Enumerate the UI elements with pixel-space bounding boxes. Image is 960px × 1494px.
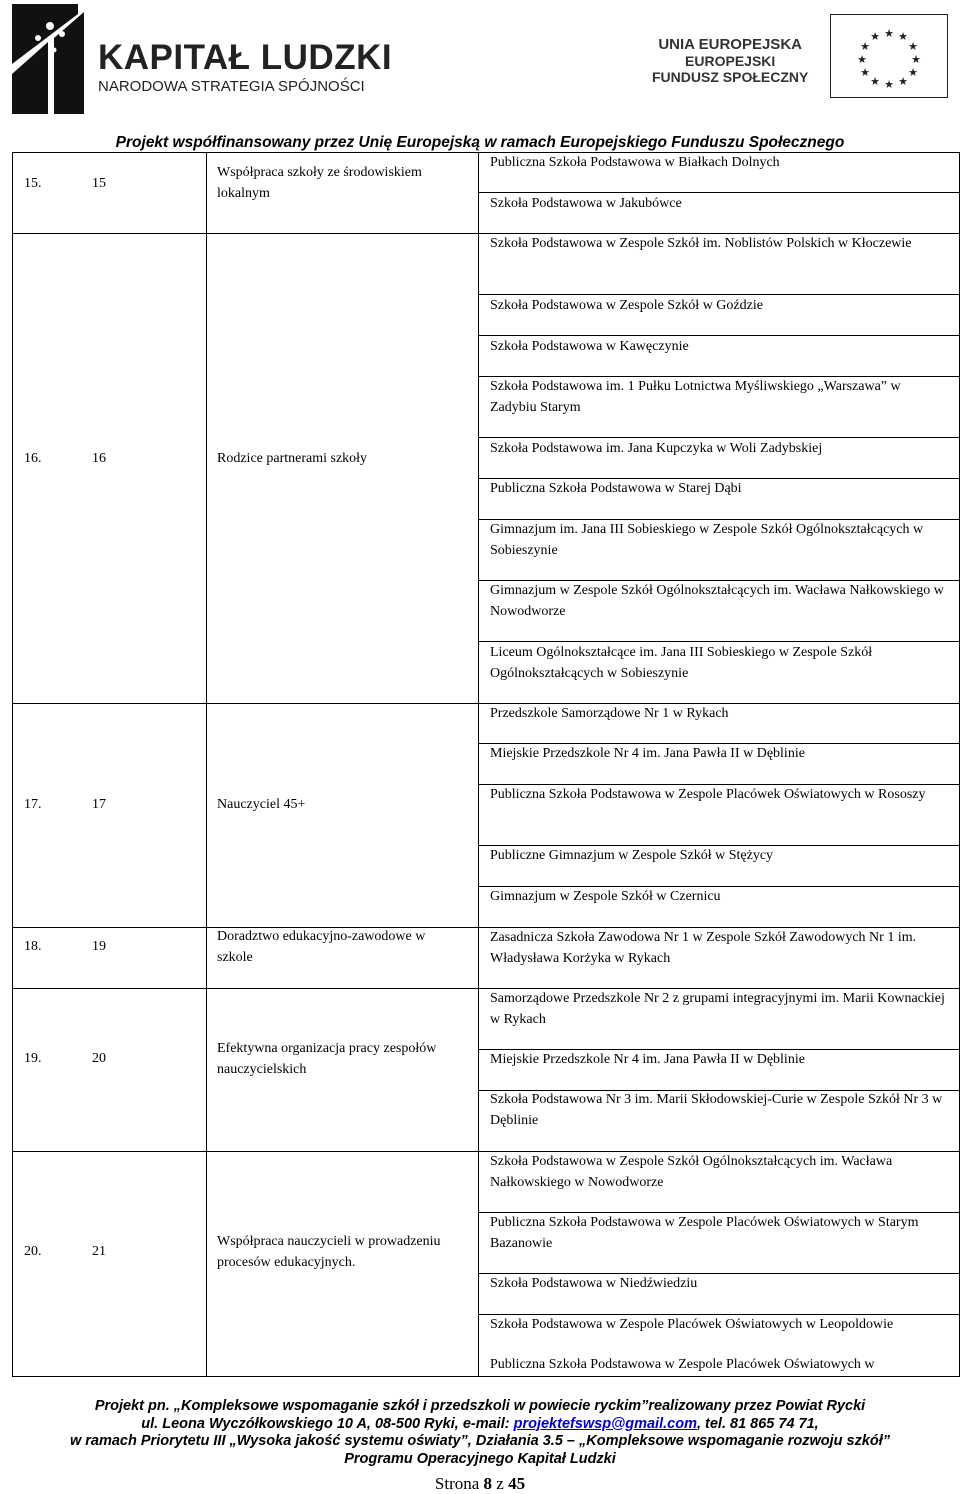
school-item: Gimnazjum w Zespole Szkół Ogólnokształcących im. Wacława Nałkowskiego w Nowodworze [490,583,944,619]
school-item: Publiczna Szkoła Podstawowa w Zespole Placówek Oświatowych w Rososzy [490,787,926,802]
row-lp: 16. [24,451,42,466]
footer-line-1: Projekt pn. „Kompleksowe wspomaganie szkół i przedszkoli w powiecie ryckim”realizowany przez Powiat Rycki [94,1398,866,1414]
svg-text:★: ★ [884,78,894,91]
school-item: Publiczne Gimnazjum w Zespole Szkół w Stężycy [490,848,774,863]
schools-table [12,152,960,1377]
row-lp: 20. [24,1244,42,1259]
school-item: Zasadnicza Szkoła Zawodowa Nr 1 w Zespole Szkół Zawodowych Nr 1 im. Władysława Korżyka w Rykach [490,930,917,966]
school-item: Publiczna Szkoła Podstawowa w Zespole Placówek Oświatowych w Starym Bazanowie [490,1215,919,1251]
brand-subtitle: NARODOWA STRATEGIA SPÓJNOŚCI [98,78,365,95]
row-topic: Nauczyciel 45+ [217,797,306,812]
row-nr: 16 [92,451,106,466]
page-prefix: Strona [434,1474,484,1493]
footer-line-4: Programu Operacyjnego Kapitał Ludzki [344,1450,616,1467]
school-item: Szkoła Podstawowa w Zespole Szkół Ogólnokształcących im. Wacława Nałkowskiego w Nowodworze [490,1154,893,1190]
footer-line-2 [0,1416,960,1434]
row-lp: 17. [24,797,42,812]
footer-email-link[interactable]: projektefswsp@gmail.com [513,1415,697,1432]
page-header [0,0,960,151]
page-number [0,1474,960,1494]
eu-line-3: FUNDUSZ SPOŁECZNY [652,69,809,85]
page-current: 8 [483,1474,493,1493]
svg-text:★: ★ [911,53,921,66]
svg-text:★: ★ [870,30,880,43]
row-topic: Współpraca szkoły ze środowiskiem lokalnym [217,165,422,201]
page-footer [0,1398,960,1468]
eu-line-2: EUROPEJSKI [685,53,776,69]
school-item: Przedszkole Samorządowe Nr 1 w Rykach [490,706,729,721]
school-item: Szkoła Podstawowa w Niedźwiedziu [490,1276,698,1291]
school-item: Szkoła Podstawowa w Zespole Szkół im. Noblistów Polskich w Kłoczewie [490,236,912,251]
row-lp: 19. [24,1051,42,1066]
school-item: Szkoła Podstawowa w Zespole Szkół w Goździe [490,298,763,313]
footer-phone: , tel. 81 865 74 71, [696,1415,819,1432]
row-nr: 21 [92,1244,106,1259]
school-item: Miejskie Przedszkole Nr 4 im. Jana Pawła II w Dęblinie [490,746,805,761]
school-item: Liceum Ogólnokształcące im. Jana III Sobieskiego w Zespole Szkół Ogólnokształcących w Sobieszynie [490,645,873,681]
row-nr: 17 [92,797,106,812]
svg-text:★: ★ [908,40,918,53]
school-item: Szkoła Podstawowa im. 1 Pułku Lotnictwa Myśliwskiego „Warszawa” w Zadybiu Starym [490,379,901,415]
row-lp: 18. [24,939,42,954]
row-nr: 15 [92,176,106,191]
svg-text:★: ★ [857,53,867,66]
svg-text:★: ★ [860,66,870,79]
row-nr: 19 [92,939,106,954]
svg-text:★: ★ [870,75,880,88]
footer-line-3: w ramach Priorytetu III „Wysoka jakość systemu oświaty”, Działania 3.5 – „Kompleksowe wspomaganie rozwoju szkół” [69,1433,891,1449]
school-item: Publiczna Szkoła Podstawowa w Białkach Dolnych [490,155,780,170]
school-item: Samorządowe Przedszkole Nr 2 z grupami integracyjnymi im. Marii Kownackiej w Rykach [490,991,945,1027]
kapital-ludzki-logo-icon [8,4,88,114]
cofinance-note: Projekt współfinansowany przez Unię Europejską w ramach Europejskiego Funduszu Społecznego [115,134,845,151]
svg-text:★: ★ [884,27,894,40]
row-topic: Doradztwo edukacyjno-zawodowe w szkole [217,929,426,965]
row-topic: Współpraca nauczycieli w prowadzeniu procesów edukacyjnych. [217,1234,441,1270]
footer-address: ul. Leona Wyczółkowskiego 10 A, 08-500 Ryki, e-mail: [141,1415,514,1432]
row-topic: Efektywna organizacja pracy zespołów nauczycielskich [217,1041,437,1077]
eu-line-1: UNIA EUROPEJSKA [658,36,802,53]
svg-text:★: ★ [860,40,870,53]
page-sep: z [492,1474,509,1493]
svg-text:★: ★ [898,75,908,88]
row-nr: 20 [92,1051,106,1066]
school-item: Szkoła Podstawowa w Jakubówce [490,196,682,211]
school-item: Szkoła Podstawowa im. Jana Kupczyka w Woli Zadybskiej [490,441,823,456]
school-item: Szkoła Podstawowa w Kawęczynie [490,339,689,354]
page-total: 45 [508,1474,526,1493]
school-item: Gimnazjum w Zespole Szkół w Czernicu [490,889,721,904]
svg-text:★: ★ [898,30,908,43]
row-lp: 15. [24,176,42,191]
row-topic: Rodzice partnerami szkoły [217,451,368,466]
eu-fund-label [652,36,808,85]
school-item: Publiczna Szkoła Podstawowa w Zespole Placówek Oświatowych w [490,1357,875,1372]
school-item: Gimnazjum im. Jana III Sobieskiego w Zespole Szkół Ogólnokształcących w Sobieszynie [490,522,924,558]
svg-text:★: ★ [908,66,918,79]
school-item: Publiczna Szkoła Podstawowa w Starej Dąbi [490,481,742,496]
school-item: Szkoła Podstawowa w Zespole Placówek Oświatowych w Leopoldowie [490,1317,894,1332]
school-item: Szkoła Podstawowa Nr 3 im. Marii Skłodowskiej-Curie w Zespole Szkół Nr 3 w Dęblinie [490,1092,943,1128]
eu-flag-icon [830,14,948,98]
school-item: Miejskie Przedszkole Nr 4 im. Jana Pawła II w Dęblinie [490,1052,805,1067]
brand-title: KAPITAŁ LUDZKI [98,38,393,77]
